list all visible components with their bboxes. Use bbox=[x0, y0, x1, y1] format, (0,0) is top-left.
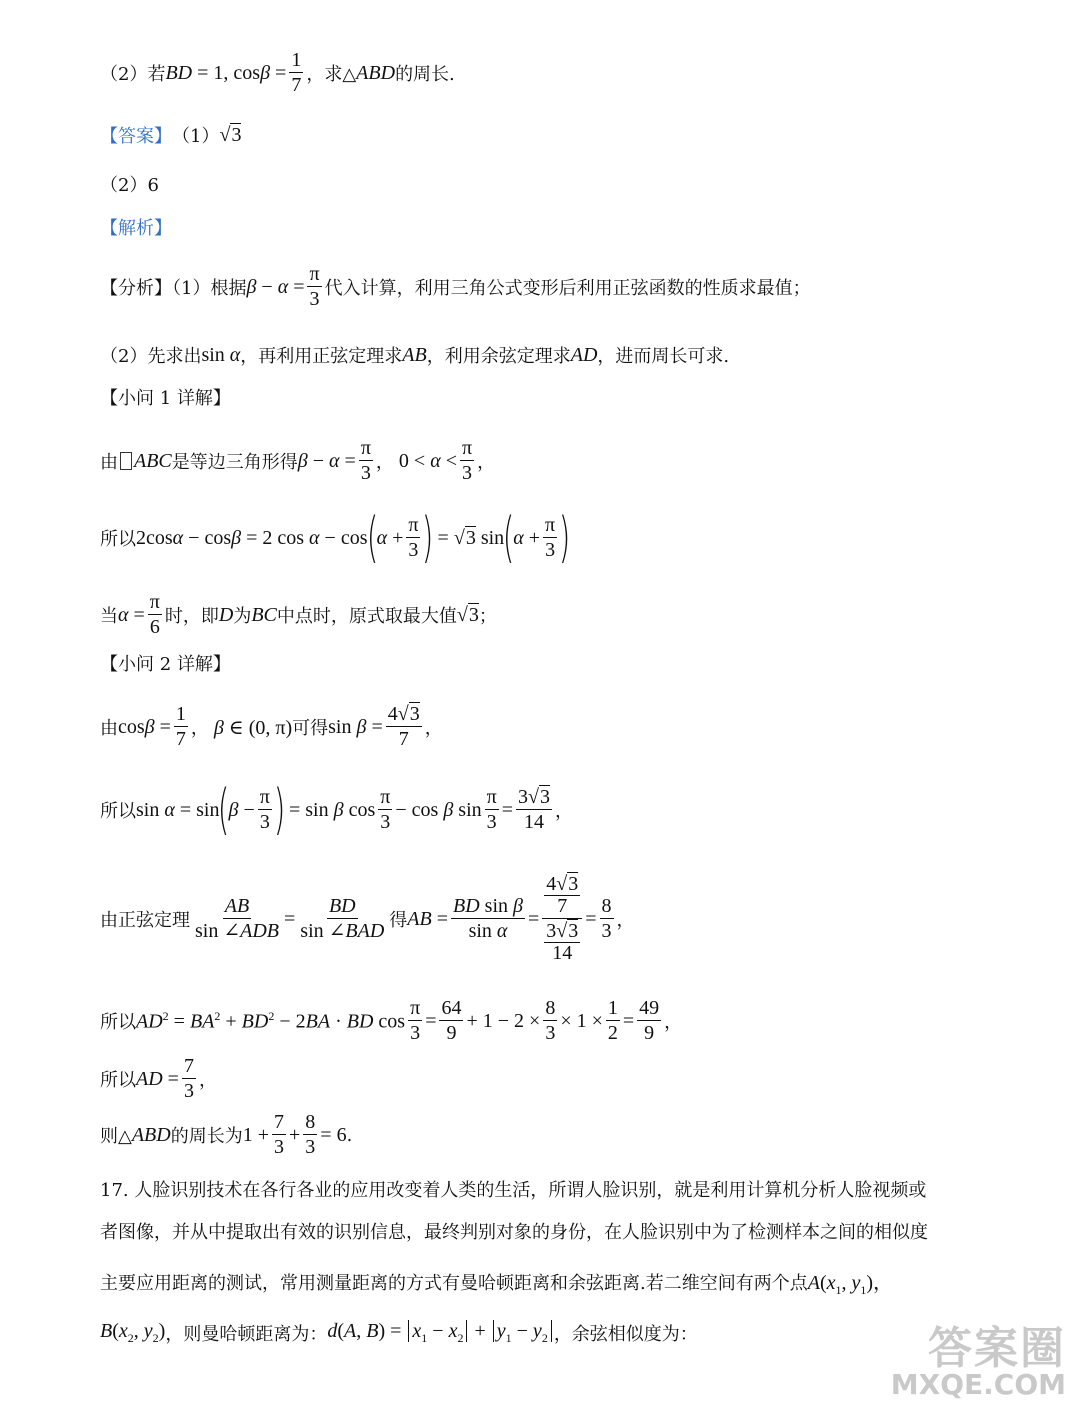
frac-8-3: $\frac{8}{3}$ bbox=[601, 895, 612, 942]
solution-line-8 bbox=[100, 1056, 217, 1102]
q2-suffix: 的周长. bbox=[395, 64, 455, 85]
frac-4sqrt3-7: $\frac{4√3}{7}$ bbox=[387, 703, 420, 750]
solution-line-2 bbox=[100, 506, 571, 569]
frac-7-3: $\frac{7}{3}$ bbox=[274, 1111, 285, 1158]
l9-b: 的周长为 bbox=[170, 1126, 243, 1147]
analysis-line-1 bbox=[100, 264, 811, 310]
q2-condition: BD = 1, cosβ = bbox=[165, 61, 287, 84]
frac-3sqrt3-14: $\frac{3√3}{14}$ bbox=[518, 786, 550, 834]
l7-a: 所以 bbox=[100, 1012, 136, 1033]
frac-pi-3: $\frac{\pi}{3}$ bbox=[309, 263, 320, 310]
fx2-a: （2）先求出 bbox=[100, 346, 202, 367]
q2-prefix: （2）若 bbox=[100, 64, 166, 85]
ad-eq: AD = bbox=[136, 1067, 179, 1090]
l1-b: 是等边三角形得 bbox=[171, 452, 298, 473]
watermark-url: MXQE.COM bbox=[890, 1368, 1066, 1401]
answer2: （2）6 bbox=[100, 175, 159, 196]
l3-b: 时，即 bbox=[164, 606, 219, 627]
expand: = sin β cos bbox=[283, 798, 376, 821]
analysis-tag-line bbox=[100, 214, 172, 240]
l6-a: 由正弦定理 bbox=[100, 910, 190, 931]
fx2-c: ，利用余弦定理求 bbox=[426, 346, 571, 367]
cosine-law: $AD^2 = BA^2 + BD^2 - 2BA$ · BD cos bbox=[136, 1008, 406, 1033]
l5-b: ， bbox=[555, 801, 573, 823]
l3-e: ； bbox=[478, 606, 497, 627]
plus: + bbox=[289, 1123, 301, 1146]
solution-line-1 bbox=[100, 438, 495, 484]
solution-line-7 bbox=[100, 998, 682, 1044]
frac-pi-3: $\frac{\pi}{3}$ bbox=[408, 514, 419, 562]
eq: = bbox=[527, 907, 540, 930]
l1-c: ， bbox=[375, 452, 394, 473]
sub2-header-line bbox=[100, 650, 231, 676]
l9-c: . bbox=[346, 1124, 353, 1146]
fx1-prefix: 【分析】（1）根据 bbox=[100, 278, 247, 299]
l4-d: ， bbox=[424, 718, 443, 739]
solution-line-4 bbox=[100, 704, 443, 750]
triangle-abd: ABD bbox=[356, 61, 396, 84]
frac-pi-3: $\frac{\pi}{3}$ bbox=[461, 437, 473, 484]
expand-2: − cos β sin bbox=[395, 798, 482, 821]
paren-open: ( bbox=[218, 778, 230, 841]
seg-bc: BC bbox=[251, 603, 277, 626]
alpha-range: 0 < α < bbox=[393, 449, 457, 472]
l6-c: ， bbox=[616, 910, 635, 931]
solution-line-9 bbox=[100, 1112, 352, 1158]
alpha: α bbox=[513, 526, 524, 549]
l3-d: 中点时，原式取最大值 bbox=[276, 606, 457, 627]
analysis-tag: 【解析】 bbox=[100, 218, 172, 239]
paren-close: ) bbox=[558, 506, 571, 569]
eq: = bbox=[501, 798, 514, 821]
q2-mid: ，求△ bbox=[306, 64, 357, 85]
missing-glyph-box bbox=[120, 452, 132, 470]
frac-1-7: $\frac{1}{7}$ bbox=[175, 703, 186, 750]
analysis-line-2 bbox=[100, 342, 729, 368]
sub1-header-line bbox=[100, 384, 231, 410]
frac-ab-sinadb: $\frac{AB}{\text{sin ∠ADB}}$ bbox=[195, 895, 279, 942]
seg-ab: AB bbox=[402, 343, 427, 366]
l2-a: 所以 bbox=[100, 529, 136, 551]
one-plus: 1 + bbox=[242, 1123, 270, 1146]
frac-pi-6: $\frac{\pi}{6}$ bbox=[149, 591, 160, 638]
eq: = bbox=[585, 907, 597, 930]
l3-a: 当 bbox=[100, 606, 118, 627]
sin-alpha-eq: sin α = sin bbox=[136, 798, 220, 821]
frac-1-7: $\frac{1}{7}$ bbox=[291, 49, 302, 96]
problem-17-line-4 bbox=[100, 1320, 698, 1346]
sqrt3: √3 bbox=[456, 603, 479, 626]
plus: + bbox=[387, 526, 404, 549]
point-d: D bbox=[218, 603, 234, 626]
frac-49-9: $\frac{49}{9}$ bbox=[639, 997, 660, 1044]
frac-1-2: $\frac{1}{2}$ bbox=[607, 997, 618, 1044]
beta-in: β ∈ (0, π) bbox=[213, 716, 293, 739]
eq: = bbox=[425, 1009, 437, 1032]
calc: + 1 − 2 × bbox=[466, 1009, 541, 1032]
sin-alpha: sin α bbox=[201, 343, 241, 366]
l8-a: 所以 bbox=[100, 1070, 136, 1091]
eq: = bbox=[284, 907, 296, 930]
manhattan-formula: d(A, $B) = x_1 - x_2 + y_1 - y_2$ bbox=[327, 1320, 553, 1346]
l1-a: 由 bbox=[100, 452, 118, 473]
frac-pi-3: $\frac{\pi}{3}$ bbox=[486, 786, 497, 834]
expr-sqrt3-sin: = √3 sin bbox=[432, 526, 505, 549]
eq-6: = 6 bbox=[320, 1123, 347, 1146]
fx2-d: ，进而周长可求. bbox=[597, 346, 730, 367]
l4-c: 可得 bbox=[292, 718, 329, 739]
solution-line-5 bbox=[100, 778, 573, 841]
question-2-line bbox=[100, 50, 455, 96]
times1: × 1 × bbox=[560, 1009, 603, 1032]
seg-ad: AD bbox=[570, 343, 598, 366]
frac-pi-3: $\frac{\pi}{3}$ bbox=[545, 514, 556, 562]
problem-17-line-3 bbox=[100, 1266, 893, 1298]
p17-text-2: 者图像，并从中提取出有效的识别信息，最终判别对象的身份，在人脸识别中为了检测样本之间的相似度 bbox=[100, 1222, 928, 1243]
paren-close: ) bbox=[422, 506, 434, 569]
l9-a: 则△ bbox=[100, 1126, 132, 1147]
alpha-eq: α = bbox=[118, 603, 145, 626]
l7-b: ， bbox=[664, 1012, 683, 1033]
answer-line-2 bbox=[100, 171, 159, 197]
fx1-suffix: 代入计算，利用三角公式变形后利用正弦函数的性质求最值； bbox=[324, 278, 811, 299]
ab-eq: AB = bbox=[407, 907, 448, 930]
sin-beta: sin β = bbox=[328, 715, 383, 738]
cos-beta: cosβ = bbox=[118, 715, 171, 738]
answer-line-1 bbox=[100, 122, 241, 148]
point-a: $A(x_1$, $y_1$)， bbox=[807, 1272, 894, 1297]
l4-b: ， bbox=[190, 718, 209, 739]
l6-b: 得 bbox=[389, 910, 408, 931]
problem-17-line-2 bbox=[100, 1218, 928, 1244]
frac-64-9: $\frac{64}{9}$ bbox=[441, 997, 462, 1044]
frac-7-3: $\frac{7}{3}$ bbox=[183, 1055, 194, 1102]
expr-2cos: 2cosα − cosβ = 2 cos α − cos bbox=[136, 526, 368, 549]
triangle-abd: ABD bbox=[131, 1123, 171, 1146]
p17-text-1: 17. 人脸识别技术在各行各业的应用改变着人类的生活，所谓人脸识别，就是利用计算机分析人脸视频或 bbox=[100, 1180, 927, 1201]
sub2-header: 【小问 2 详解】 bbox=[100, 654, 231, 675]
eq-beta-alpha: β − α = bbox=[297, 449, 356, 472]
beta-minus-alpha: β − α = bbox=[246, 275, 305, 298]
problem-17-line-1 bbox=[100, 1176, 926, 1202]
answer1-label: （1） bbox=[172, 126, 220, 147]
l4-a: 由 bbox=[100, 718, 118, 739]
triangle-abc: ABC bbox=[134, 449, 172, 472]
frac-pi-3: $\frac{\pi}{3}$ bbox=[259, 786, 270, 834]
solution-line-6 bbox=[100, 874, 635, 964]
l8-b: ， bbox=[198, 1070, 217, 1091]
l3-c: 为 bbox=[233, 606, 252, 627]
frac-8-3: $\frac{8}{3}$ bbox=[545, 997, 556, 1044]
p17-text-4b: ，余弦相似度为： bbox=[553, 1324, 698, 1345]
plus: + bbox=[523, 526, 541, 549]
sub1-header: 【小问 1 详解】 bbox=[100, 388, 231, 409]
alpha: α bbox=[376, 526, 388, 549]
frac-pi-3: $\frac{\pi}{3}$ bbox=[380, 786, 391, 834]
answer-tag: 【答案】 bbox=[100, 126, 172, 147]
frac-pi-3: $\frac{\pi}{3}$ bbox=[360, 437, 371, 484]
frac-bd-sinbad: $\frac{BD}{\text{sin ∠BAD}}$ bbox=[300, 895, 385, 942]
l1-d: ， bbox=[477, 452, 496, 473]
paren-open: ( bbox=[366, 506, 378, 569]
paren-open: ( bbox=[502, 506, 515, 569]
fx2-b: ，再利用正弦定理求 bbox=[240, 346, 403, 367]
frac-8-3: $\frac{8}{3}$ bbox=[305, 1111, 316, 1158]
point-b: $B(x_2$, $y_2$) bbox=[100, 1320, 166, 1345]
p17-text-4a: ，则曼哈顿距离为： bbox=[165, 1324, 328, 1345]
p17-text-3: 主要应用距离的测试，常用测量距离的方式有曼哈顿距离和余弦距离.若二维空间有两个点 bbox=[100, 1273, 808, 1294]
answer1-sqrt: √3 bbox=[219, 123, 242, 146]
beta-minus: β − bbox=[228, 798, 255, 821]
frac-bdsinb-sina: $\frac{\text{BD sin β}}{\text{sin α}}$ bbox=[453, 895, 523, 942]
paren-close: ) bbox=[273, 778, 286, 841]
watermark-logo: 答案圈 bbox=[928, 1323, 1066, 1374]
l5-a: 所以 bbox=[100, 801, 136, 823]
complex-fraction: 4√3 7 3√3 14 bbox=[542, 874, 582, 964]
solution-line-3 bbox=[100, 592, 497, 638]
frac-pi-3: $\frac{\pi}{3}$ bbox=[410, 997, 421, 1044]
eq: = bbox=[622, 1009, 635, 1032]
